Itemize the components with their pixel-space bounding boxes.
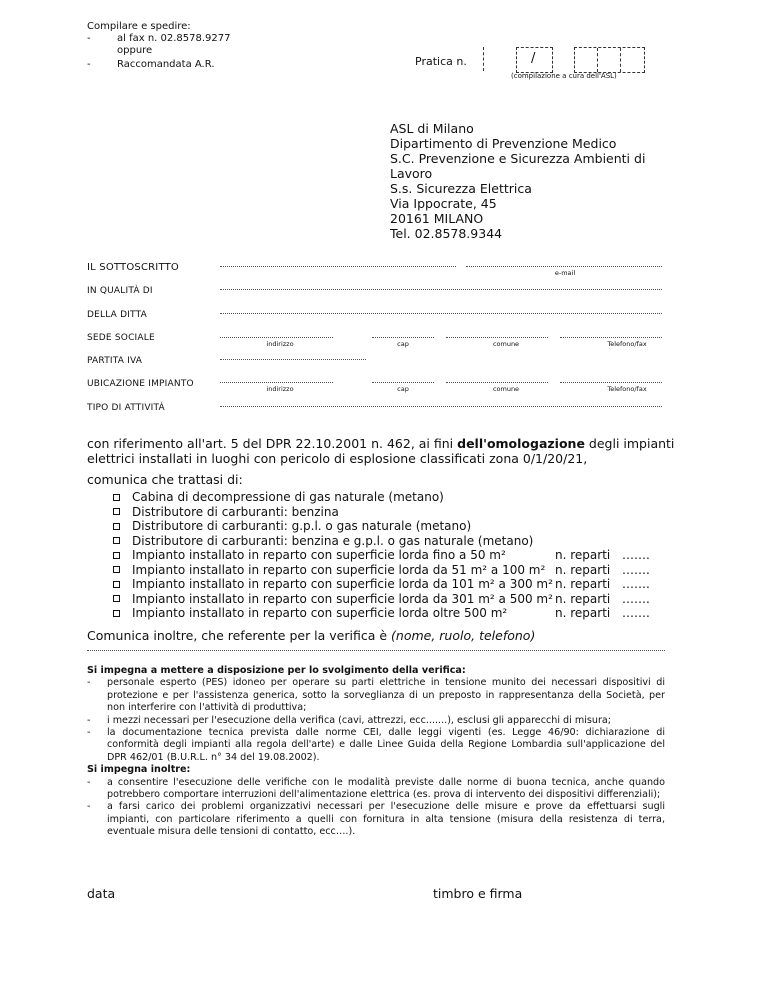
omologazione-bold: dell'omologazione (457, 436, 585, 451)
address-line: Tel. 02.8578.9344 (390, 226, 503, 241)
impegna-section (87, 665, 665, 839)
label-qualita: IN QUALITÀ DI (87, 286, 153, 296)
impegna-title: Si impegna a mettere a disposizione per lo svolgimento della verifica: (87, 665, 466, 676)
referente-hint: (nome, ruolo, telefono) (391, 628, 536, 643)
sottoscritto-field[interactable] (220, 266, 456, 267)
address-line: S.C. Prevenzione e Sicurezza Ambienti di (390, 151, 646, 166)
sede-comune-sublabel: comune (492, 340, 520, 348)
tipo-attivita-field[interactable] (220, 406, 662, 407)
sede-cap-sublabel: cap (397, 340, 409, 348)
checkbox-icon[interactable] (113, 566, 120, 573)
impegna-title-2: Si impegna inoltre: (87, 764, 191, 776)
address-line: 20161 MILANO (390, 211, 484, 226)
reparti-count-field[interactable]: ……. (622, 562, 650, 577)
send-fax: al fax n. 02.8578.9277 (117, 33, 231, 44)
impegna-item: - personale esperto (PES) idoneo per operare su parti elettriche in tensione munito dei necessari dispositivi di protezione e per l'assistenza generica, sotto la sorveglianza di un preposto in rappresentanza della Società, per non interferire con l'attività di produttiva; (87, 677, 665, 714)
qualita-field[interactable] (220, 289, 662, 290)
ubicazione-telefono-field[interactable] (560, 382, 662, 383)
reparti-label: n. reparti (555, 548, 611, 563)
reparti-dots-column (622, 548, 650, 621)
ubicazione-indirizzo-sublabel: indirizzo (266, 385, 294, 393)
reparti-count-field[interactable]: ……. (622, 591, 650, 606)
reparti-count-field[interactable]: ……. (622, 606, 650, 621)
address-line: S.s. Sicurezza Elettrica (390, 181, 532, 196)
checkbox-icon[interactable] (113, 537, 120, 544)
label-sottoscritto: IL SOTTOSCRITTO (87, 262, 179, 273)
impegna-item: - a farsi carico dei problemi organizzativi necessari per l'esecuzione delle misure e prove da effettuarsi sugli impianti, con particolare riferimento a quelli con fornitura in alta tensione (misura della resistenza di terra, eventuale misura delle tensioni di contatto, ecc….). (87, 801, 665, 838)
option-item: Cabina di decompressione di gas naturale (metano) (113, 490, 553, 505)
checkbox-icon[interactable] (113, 508, 120, 515)
reparti-column (555, 548, 610, 621)
ubicazione-comune-field[interactable] (446, 382, 548, 383)
ubicazione-telefono-sublabel: Telefono/fax (607, 385, 647, 393)
pratica-year-box[interactable] (574, 47, 645, 73)
sede-indirizzo-sublabel: indirizzo (266, 340, 294, 348)
pratica-box-divider (483, 47, 484, 71)
address-line: Lavoro (390, 166, 433, 181)
send-or: oppure (117, 45, 153, 56)
reparti-label: n. reparti (555, 591, 611, 606)
pratica-note: (compilazione a cura dell'ASL) (511, 72, 617, 80)
send-title: Compilare e spedire: (87, 21, 191, 32)
label-sede: SEDE SOCIALE (87, 333, 155, 343)
sede-indirizzo-field[interactable] (220, 337, 333, 338)
data-label: data (87, 886, 116, 901)
pratica-separator: / (531, 51, 536, 66)
impegna-item: - i mezzi necessari per l'esecuzione della verifica (cavi, attrezzi, ecc.......), esclusi gli apparecchi di misura; (87, 715, 665, 727)
send-raccomandata: Raccomandata A.R. (117, 59, 215, 70)
address-line: Via Ippocrate, 45 (390, 196, 497, 211)
referente-line: Comunica inoltre, che referente per la verifica è (nome, ruolo, telefono) (87, 628, 536, 643)
label-partita-iva: PARTITA IVA (87, 356, 143, 366)
option-item: Distributore di carburanti: benzina e g.p.l. o gas naturale (metano) (113, 534, 553, 549)
partita-iva-field[interactable] (220, 359, 366, 360)
ubicazione-indirizzo-field[interactable] (220, 382, 333, 383)
referente-field[interactable] (87, 650, 665, 651)
ditta-field[interactable] (220, 313, 662, 314)
reference-paragraph: con riferimento all'art. 5 del DPR 22.10.2001 n. 462, ai fini dell'omologazione degli impianti elettrici installati in luoghi con pericolo di esplosione classificati zona 0/1/20/21, (87, 436, 675, 466)
option-item: Impianto installato in reparto con superficie lorda da 51 m² a 100 m² (113, 563, 553, 578)
sede-telefono-field[interactable] (560, 337, 662, 338)
option-item: Impianto installato in reparto con superficie lorda oltre 500 m² (113, 606, 553, 621)
sede-telefono-sublabel: Telefono/fax (607, 340, 647, 348)
impegna-item: - a consentire l'esecuzione delle verifiche con le modalità previste dalle norme di buona tecnica, anche quando potrebbero comportare interruzioni dell'alimentazione elettrica (es. prova di intervento dei dispositivi differenziali); (87, 777, 665, 802)
pratica-number-box[interactable] (516, 47, 553, 73)
label-tipo-attivita: TIPO DI ATTIVITÀ (87, 403, 165, 413)
reparti-count-field[interactable]: ……. (622, 577, 650, 592)
option-item: Distributore di carburanti: benzina (113, 505, 553, 520)
options-list (113, 490, 553, 621)
firma-label: timbro e firma (433, 886, 523, 901)
send-instructions: Compilare e spedire: - al fax n. 02.8578.9277 oppure - Raccomandata A.R. (87, 21, 231, 70)
address-line: Dipartimento di Prevenzione Medico (390, 136, 617, 151)
asl-address (390, 121, 645, 241)
checkbox-icon[interactable] (113, 610, 120, 617)
sede-comune-field[interactable] (446, 337, 548, 338)
reparti-count-field[interactable]: ……. (622, 548, 650, 563)
checkbox-icon[interactable] (113, 523, 120, 530)
option-item: Distributore di carburanti: g.p.l. o gas naturale (metano) (113, 519, 553, 534)
option-item: Impianto installato in reparto con superficie lorda fino a 50 m² (113, 548, 553, 563)
reparti-label: n. reparti (555, 562, 611, 577)
sede-cap-field[interactable] (372, 337, 434, 338)
impegna-item: - la documentazione tecnica prevista dalle norme CEI, dalle leggi vigenti (es. Legge 46/90: dichiarazione di conformità degli impianti alla regola dell'arte) e dalle Linee Guida della Regione Lombardia sull'applicazione del DPR 462/01 (B.U.R.L. n° 34 del 19.08.2002). (87, 727, 665, 764)
reparti-label: n. reparti (555, 577, 611, 592)
pratica-label: Pratica n. (415, 55, 467, 68)
ubicazione-cap-sublabel: cap (397, 385, 409, 393)
option-item: Impianto installato in reparto con superficie lorda da 101 m² a 300 m² (113, 577, 553, 592)
reparti-label: n. reparti (555, 606, 611, 621)
checkbox-icon[interactable] (113, 581, 120, 588)
checkbox-icon[interactable] (113, 552, 120, 559)
ubicazione-cap-field[interactable] (372, 382, 434, 383)
label-ubicazione: UBICAZIONE IMPIANTO (87, 379, 194, 389)
label-ditta: DELLA DITTA (87, 310, 147, 320)
checkbox-icon[interactable] (113, 595, 120, 602)
address-line: ASL di Milano (390, 121, 474, 136)
comunica-heading: comunica che trattasi di: (87, 472, 243, 487)
option-item: Impianto installato in reparto con superficie lorda da 301 m² a 500 m² (113, 592, 553, 607)
checkbox-icon[interactable] (113, 494, 120, 501)
email-field[interactable] (466, 266, 662, 267)
ubicazione-comune-sublabel: comune (492, 385, 520, 393)
email-sublabel: e-mail (554, 269, 576, 277)
